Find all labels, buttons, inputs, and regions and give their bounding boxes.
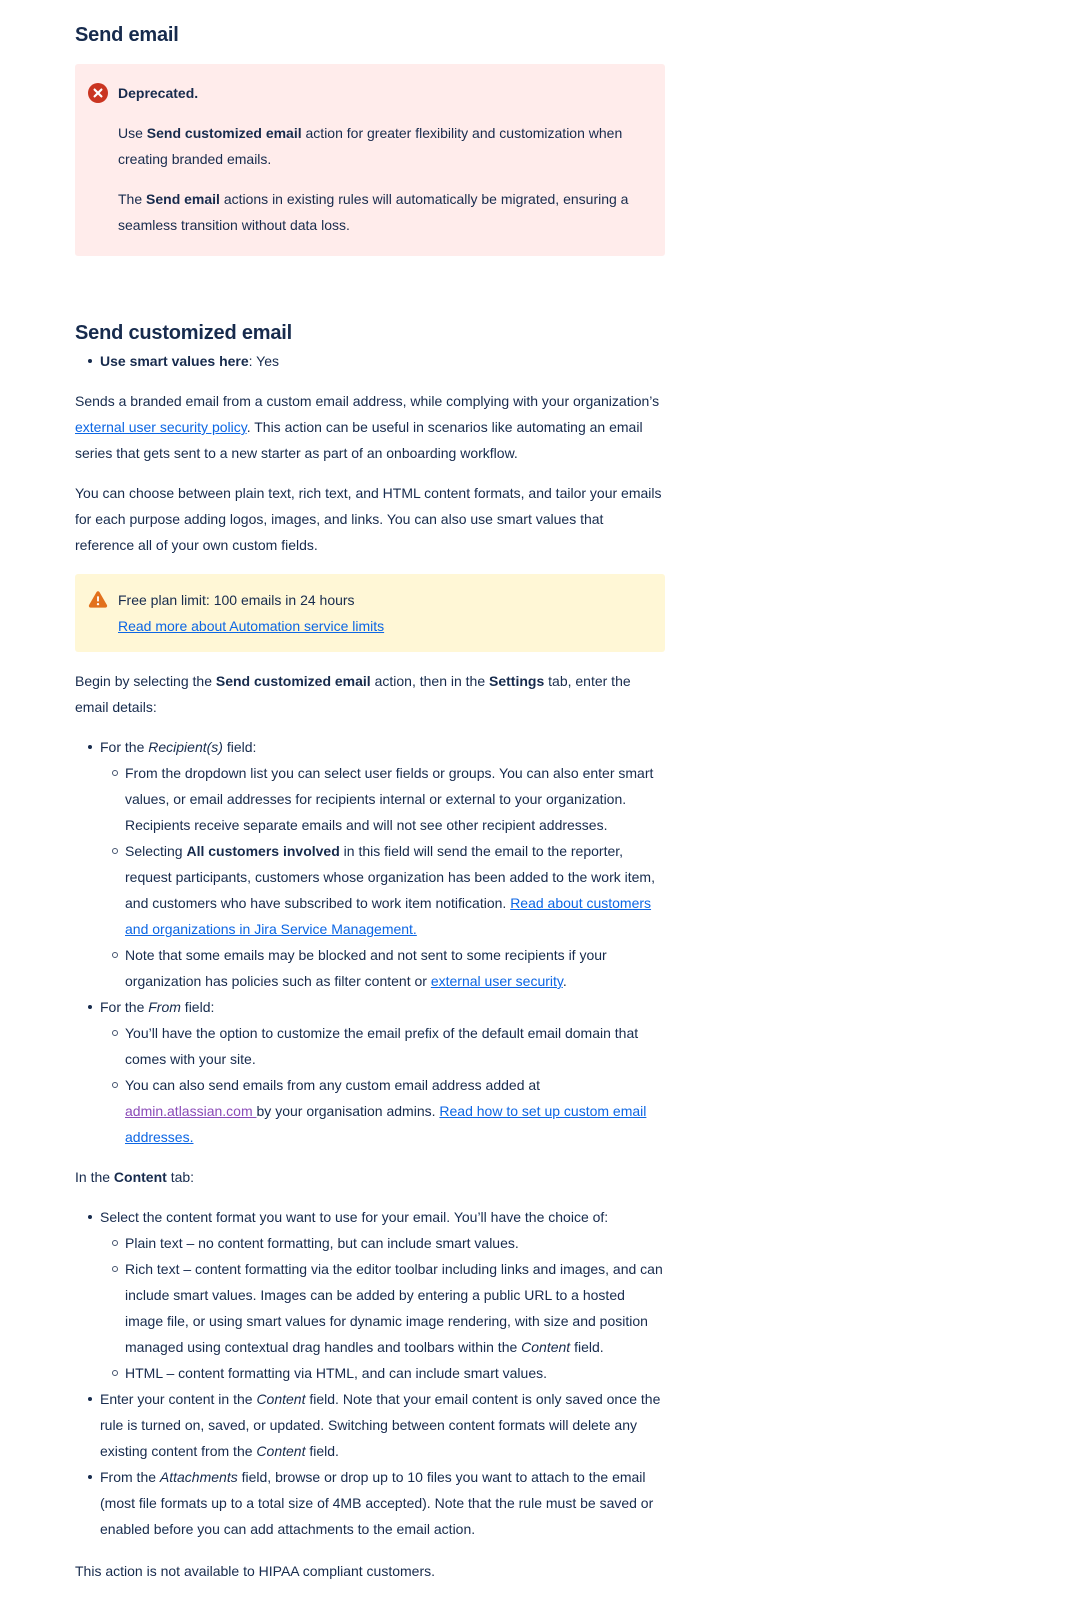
text-run: You can also send emails from any custom email address added at bbox=[125, 1077, 541, 1093]
deprecation-paragraph bbox=[118, 186, 645, 238]
list-item bbox=[75, 1386, 665, 1464]
intro-paragraph bbox=[75, 388, 665, 466]
text-run: You’ll have the option to customize the email prefix of the default email domain that comes with your site. bbox=[125, 1025, 639, 1067]
text-run: For the bbox=[100, 999, 149, 1015]
error-circle-icon bbox=[88, 83, 108, 103]
deprecation-title: Deprecated. bbox=[118, 85, 199, 101]
text-run: field: bbox=[180, 999, 215, 1015]
text-run: . bbox=[562, 973, 567, 989]
text-run: by your organisation admins. bbox=[256, 1103, 440, 1119]
text-run: Plain text – no content formatting, but can include smart values. bbox=[125, 1235, 519, 1251]
text-run: HTML – content formatting via HTML, and can include smart values. bbox=[125, 1365, 547, 1381]
content-sublist bbox=[100, 1230, 665, 1386]
settings-sublist bbox=[100, 760, 665, 994]
list-item bbox=[75, 1204, 665, 1386]
deprecation-banner bbox=[75, 64, 665, 256]
inline-link[interactable]: Read about customers and organizations in Jira Service Management. bbox=[125, 895, 652, 937]
text-run: in this field will send the email to the reporter, request participants, customers whose organization has been added to the work item, and customers who have subscribed to work item notification. bbox=[125, 843, 655, 911]
text-run: You can choose between plain text, rich text, and HTML content formats, and tailor your emails for each purpose adding logos, images, and links. You can also use smart values that reference all of your own custom fields. bbox=[75, 485, 662, 553]
text-run: Use smart values here bbox=[100, 353, 249, 369]
meta-list bbox=[75, 348, 665, 374]
list-item-label bbox=[100, 999, 214, 1015]
settings-sublist bbox=[100, 1020, 665, 1150]
inline-link[interactable]: Read how to set up custom email addresses. bbox=[125, 1103, 647, 1145]
list-item bbox=[100, 1072, 665, 1150]
text-run: In the bbox=[75, 1169, 114, 1185]
content-list bbox=[75, 1204, 665, 1542]
text-run: field: bbox=[222, 739, 257, 755]
free-plan-limit-text: Free plan limit: 100 emails in 24 hours bbox=[118, 592, 355, 608]
text-run: Note that some emails may be blocked and not sent to some recipients if your organization has policies such as filter content or bbox=[125, 947, 607, 989]
text-run: Enter your content in the bbox=[100, 1391, 257, 1407]
deprecation-banner-body bbox=[118, 80, 645, 238]
text-run: Sends a branded email from a custom email address, while complying with your organization’s bbox=[75, 393, 660, 409]
deprecation-paragraph bbox=[118, 120, 645, 172]
list-item bbox=[100, 1256, 665, 1360]
list-item bbox=[75, 734, 665, 994]
hipaa-note: This action is not available to HIPAA compliant customers. bbox=[75, 1563, 436, 1579]
text-run: actions in existing rules will automatically be migrated, ensuring a seamless transition without data loss. bbox=[118, 191, 629, 233]
text-run: tab: bbox=[166, 1169, 195, 1185]
text-run: From bbox=[148, 999, 181, 1015]
free-plan-limit-body bbox=[118, 587, 649, 639]
settings-intro bbox=[75, 668, 665, 720]
text-run: Attachments bbox=[159, 1469, 238, 1485]
list-item bbox=[100, 1230, 665, 1256]
text-run: . This action can be useful in scenarios like automating an email series that gets sent to a new starter as part of an onboarding workflow. bbox=[75, 419, 643, 461]
doc-page bbox=[75, 0, 665, 1584]
text-run: Send customized email bbox=[146, 125, 302, 141]
free-plan-limit-banner bbox=[75, 574, 665, 652]
text-run: The bbox=[118, 191, 147, 207]
intro-paragraph bbox=[75, 480, 665, 558]
list-item bbox=[75, 1464, 665, 1542]
text-run: field. bbox=[305, 1443, 339, 1459]
text-run: Rich text – content formatting via the editor toolbar including links and images, and can include smart values. Images can be added by entering a public URL to a hosted image file, or using smart values for dynamic image rendering, with size and position managed using contextual drag handles and toolbars within the bbox=[125, 1261, 663, 1355]
list-item-label bbox=[100, 1209, 608, 1225]
text-run: field. Note that your email content is only saved once the rule is turned on, saved, or updated. Switching between content formats will delete any existing content from the bbox=[100, 1391, 661, 1459]
text-run: Send email bbox=[146, 191, 220, 207]
text-run: action, then in the bbox=[370, 673, 490, 689]
text-run: Content bbox=[256, 1443, 306, 1459]
list-item bbox=[100, 838, 665, 942]
meta-list-item bbox=[75, 348, 665, 374]
list-item bbox=[100, 760, 665, 838]
list-item-label bbox=[100, 739, 256, 755]
list-item bbox=[100, 1360, 665, 1386]
list-item bbox=[100, 1020, 665, 1072]
text-run: Content bbox=[521, 1339, 571, 1355]
content-tab-intro bbox=[75, 1164, 665, 1190]
text-run: Selecting bbox=[125, 843, 187, 859]
text-run: action for greater flexibility and customization when creating branded emails. bbox=[118, 125, 623, 167]
page-title: Send email bbox=[75, 24, 179, 46]
text-run: : Yes bbox=[248, 353, 280, 369]
text-run: Send customized email bbox=[215, 673, 371, 689]
text-run: Select the content format you want to use for your email. You’ll have the choice of: bbox=[100, 1209, 609, 1225]
text-run: From the bbox=[100, 1469, 160, 1485]
text-run: Recipient(s) bbox=[148, 739, 223, 755]
service-limits-link[interactable]: Read more about Automation service limits bbox=[118, 618, 385, 634]
inline-link[interactable]: admin.atlassian.com bbox=[125, 1103, 257, 1119]
warning-triangle-icon bbox=[88, 590, 108, 610]
text-run: Use bbox=[118, 125, 147, 141]
text-run: tab, enter the email details: bbox=[75, 673, 631, 715]
settings-list bbox=[75, 734, 665, 1150]
text-run: Begin by selecting the bbox=[75, 673, 216, 689]
text-run: Content bbox=[113, 1169, 167, 1185]
section-title: Send customized email bbox=[75, 322, 292, 344]
text-run: For the bbox=[100, 739, 149, 755]
list-item bbox=[75, 994, 665, 1150]
text-run: Content bbox=[256, 1391, 306, 1407]
inline-link[interactable]: external user security bbox=[430, 973, 563, 989]
inline-link[interactable]: external user security policy bbox=[75, 419, 247, 435]
text-run: Settings bbox=[489, 673, 545, 689]
text-run: All customers involved bbox=[186, 843, 340, 859]
text-run: field, browse or drop up to 10 files you want to attach to the email (most file formats up to a total size of 4MB accepted). Note that the rule must be saved or enabled before you can add attachments to the email action. bbox=[100, 1469, 654, 1537]
list-item bbox=[100, 942, 665, 994]
text-run: field. bbox=[570, 1339, 604, 1355]
text-run: From the dropdown list you can select user fields or groups. You can also enter smart values, or email addresses for recipients internal or external to your organization. Recipients receive separate emails and will not see other recipient addresses. bbox=[125, 765, 654, 833]
